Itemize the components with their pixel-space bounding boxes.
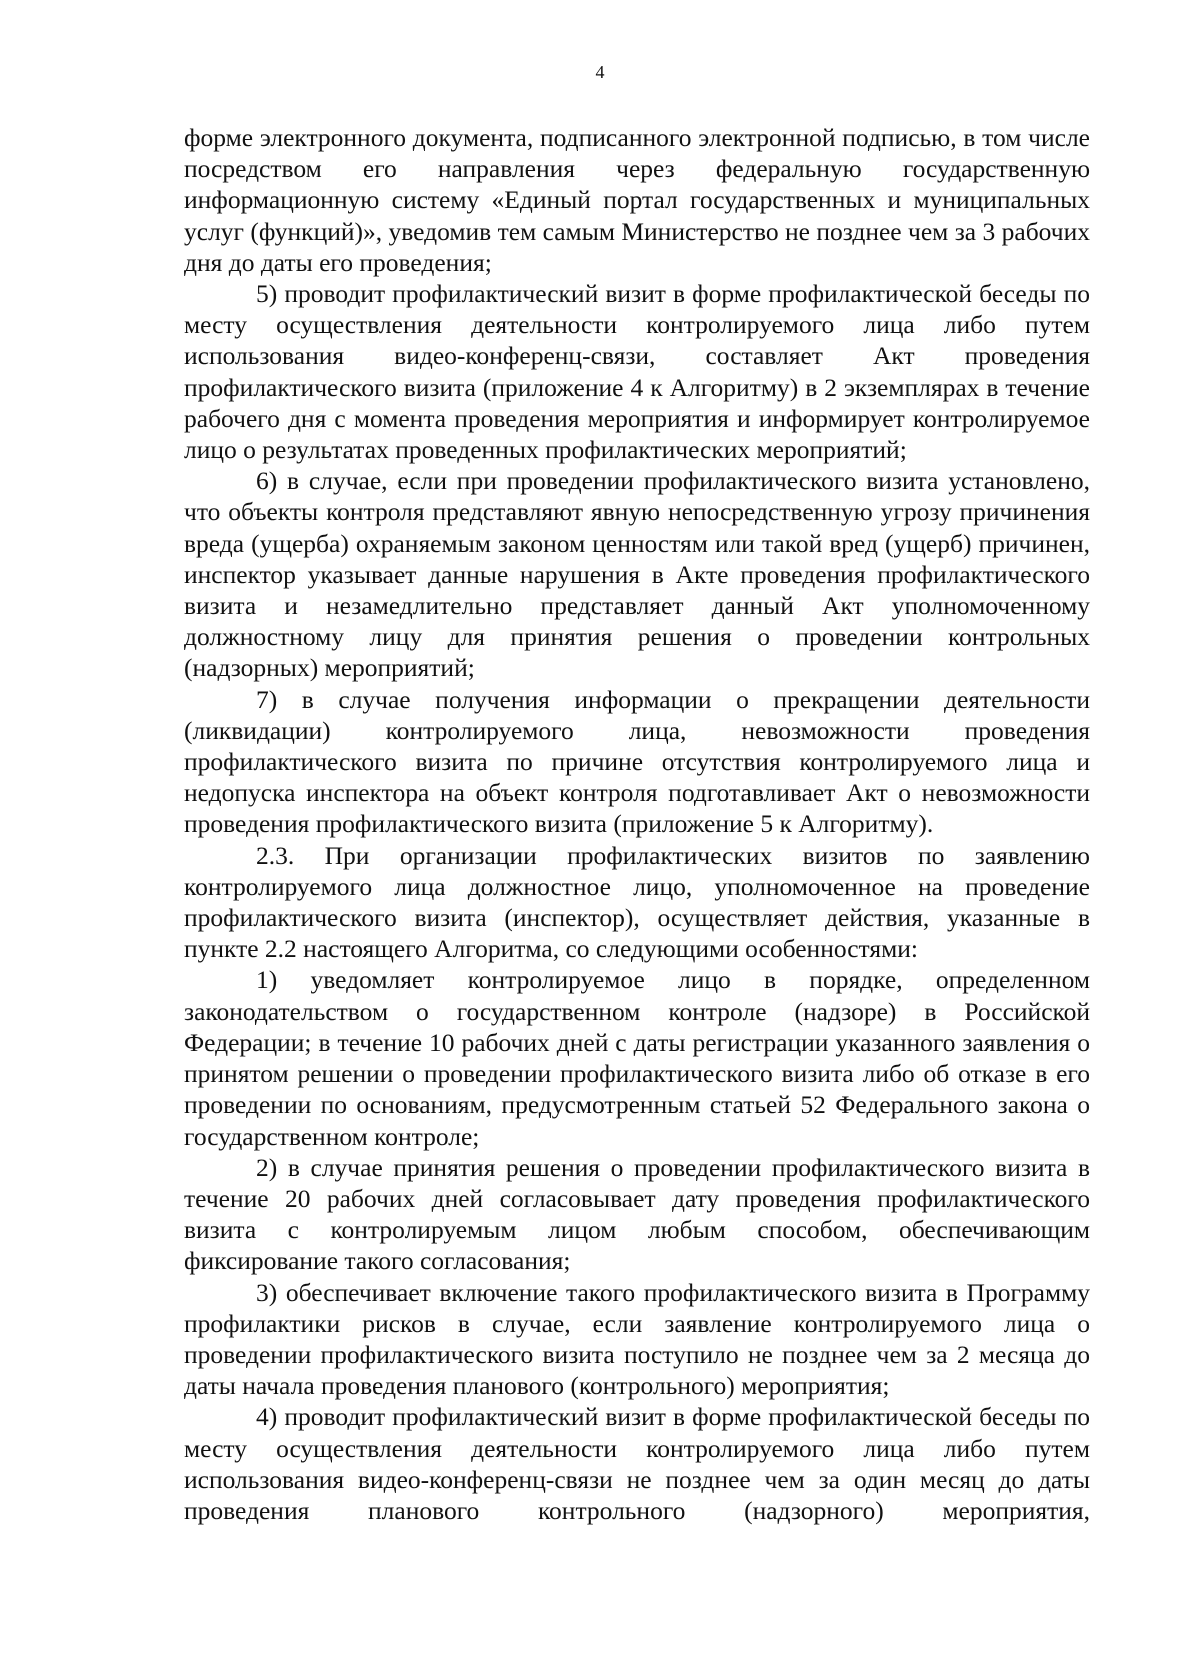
page-number: 4	[595, 62, 605, 82]
paragraph-item-5: 5) проводит профилактический визит в форме профилактической беседы по месту осуществления деятельности контролируемого лица либо путем использования видео-конференц-связи, составляет Акт проведения профилактического визита (приложение 4 к Алгоритму) в 2 экземплярах в течение рабочего дня с момента проведения мероприятия и информирует контролируемое лицо о результатах проведенных профилактических мероприятий;	[184, 279, 1090, 465]
paragraph-subitem-4: 4) проводит профилактический визит в форме профилактической беседы по месту осуществления деятельности контролируемого лица либо путем использования видео-конференц-связи не позднее чем за один месяц до даты проведения планового контрольного (надзорного) мероприятия,	[184, 1402, 1090, 1525]
paragraph-section-2-3: 2.3. При организации профилактических визитов по заявлению контролируемого лица должностное лицо, уполномоченное на проведение профилактического визита (инспектор), осуществляет действия, указанные в пункте 2.2 настоящего Алгоритма, со следующими особенностями:	[184, 840, 1090, 964]
document-body	[184, 122, 1090, 1526]
paragraph-item-6: 6) в случае, если при проведении профилактического визита установлено, что объекты контроля представляют явную непосредственную угрозу причинения вреда (ущерба) охраняемым законом ценностям или такой вред (ущерб) причинен, инспектор указывает данные нарушения в Акте проведения профилактического визита и незамедлительно представляет данный Акт уполномоченному должностному лицу для принятия решения о проведении контрольных (надзорных) мероприятий;	[184, 466, 1090, 683]
paragraph-subitem-3: 3) обеспечивает включение такого профилактического визита в Программу профилактики рисков в случае, если заявление контролируемого лица о проведении профилактического визита поступило не позднее чем за 2 месяца до даты начала проведения планового (контрольного) мероприятия;	[184, 1277, 1090, 1401]
paragraph-subitem-2: 2) в случае принятия решения о проведении профилактического визита в течение 20 рабочих дней согласовывает дату проведения профилактического визита с контролируемым лицом любым способом, обеспечивающим фиксирование такого согласования;	[184, 1152, 1090, 1276]
paragraph-continuation: форме электронного документа, подписанного электронной подписью, в том числе посредством его направления через федеральную государственную информационную систему «Единый портал государственных и муниципальных услуг (функций)», уведомив тем самым Министерство не позднее чем за 3 рабочих дня до даты его проведения;	[184, 123, 1090, 277]
paragraph-subitem-1: 1) уведомляет контролируемое лицо в порядке, определенном законодательством о государственном контроле (надзоре) в Российской Федерации; в течение 10 рабочих дней с даты регистрации указанного заявления о принятом решении о проведении профилактического визита либо об отказе в его проведении по основаниям, предусмотренным статьей 52 Федерального закона о государственном контроле;	[184, 965, 1090, 1151]
paragraph-item-7: 7) в случае получения информации о прекращении деятельности (ликвидации) контролируемого лица, невозможности проведения профилактического визита по причине отсутствия контролируемого лица и недопуска инспектора на объект контроля подготавливает Акт о невозможности проведения профилактического визита (приложение 5 к Алгоритму).	[184, 684, 1090, 839]
